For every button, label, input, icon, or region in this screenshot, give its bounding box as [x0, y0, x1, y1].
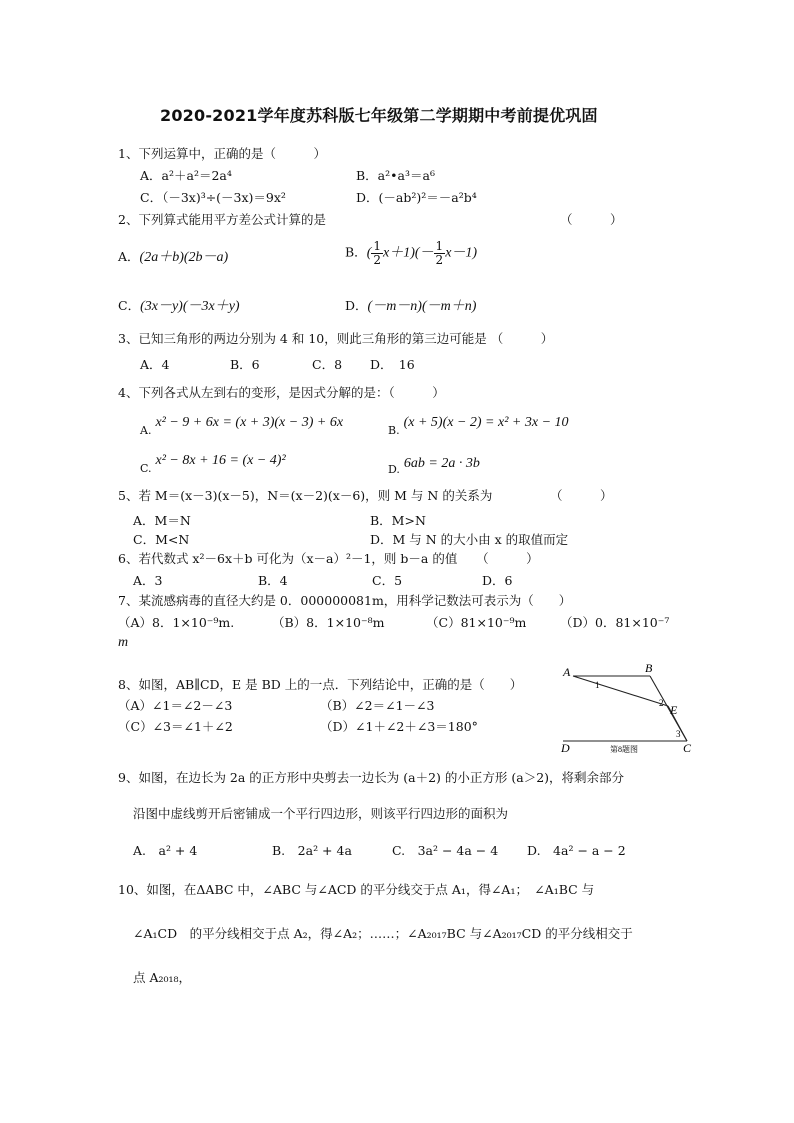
q4-option-c-expr: x² − 8x + 16 = (x − 4)²	[155, 453, 286, 468]
q6-option-a: A．3	[133, 573, 163, 588]
q2-answer-paren: （ ）	[560, 212, 623, 227]
q9-option-a: A. a² + 4	[133, 843, 198, 858]
page-title: 2020-2021学年度苏科版七年级第二学期期中考前提优巩固	[160, 106, 598, 125]
q6-option-c: C．5	[372, 573, 403, 588]
q4-stem: 4、下列各式从左到右的变形，是因式分解的是：（ ）	[118, 385, 445, 400]
q2-option-d-expr: (－m－n)(－m＋n)	[367, 299, 477, 314]
q2-stem: 2、下列算式能用平方差公式计算的是	[118, 212, 326, 227]
q8-option-d: （D）∠1＋∠2＋∠3＝180°	[320, 719, 478, 734]
q6-option-d: D．6	[482, 573, 513, 588]
q2-option-d	[345, 298, 476, 316]
q10-line-1: 10、如图，在ΔABC 中，∠ABC 与∠ACD 的平分线交于点 A₁，得∠A₁； ∠A₁BC 与	[118, 882, 595, 897]
q4-option-d	[388, 455, 480, 476]
q5-answer-paren: （ ）	[550, 488, 613, 503]
q7-option-b: （B）8．1×10⁻⁸m	[272, 615, 385, 630]
q1-option-b: B．a²•a³＝a⁶	[356, 168, 435, 183]
q5-option-c: C．M<N	[133, 532, 190, 547]
q4-option-a-expr: x² − 9 + 6x = (x + 3)(x − 3) + 6x	[155, 415, 344, 430]
q8-figure	[555, 660, 705, 760]
q4-option-d-expr: 6ab = 2a · 3b	[403, 456, 480, 471]
q7-option-d-unit: m	[118, 635, 129, 650]
q9-option-c: C. 3a² − 4a − 4	[392, 843, 499, 858]
q2-option-c	[118, 298, 240, 316]
q2-option-a	[118, 249, 228, 267]
q7-option-d: （D）0．81×10⁻⁷	[560, 615, 670, 630]
q4-option-b-label: B.	[388, 424, 400, 437]
q2-option-a-label: A．	[118, 249, 140, 264]
q6-stem: 6、若代数式 x²－6x＋b 可化为（x－a）²－1，则 b－a 的值 （ ）	[118, 551, 539, 566]
q4-option-a-label: A.	[140, 424, 152, 437]
q2-fraction-1: $\frac{1}{2}$	[373, 239, 381, 267]
q5-stem: 5、若 M＝(x－3)(x－5)，N＝(x－2)(x－6)，则 M 与 N 的关系为	[118, 488, 493, 503]
q4-option-c	[140, 452, 286, 475]
q8-figure-caption: 第8题图	[610, 745, 638, 754]
q3-option-d: D． 16	[370, 357, 415, 372]
q8-label-c: C	[683, 741, 692, 755]
q4-option-c-label: C.	[140, 462, 152, 475]
q3-option-b: B．6	[230, 357, 260, 372]
q8-option-b: （B）∠2＝∠1－∠3	[320, 698, 435, 713]
q8-option-c: （C）∠3＝∠1＋∠2	[118, 719, 233, 734]
q2-option-c-label: C．	[118, 298, 141, 313]
q7-option-c: （C）81×10⁻⁹m	[426, 615, 527, 630]
q8-stem: 8、如图，AB∥CD，E 是 BD 上的一点．下列结论中，正确的是（ ）	[118, 677, 523, 692]
q9-line-2: 沿图中虚线剪开后密铺成一个平行四边形，则该平行四边形的面积为	[133, 806, 509, 821]
q3-stem: 3、已知三角形的两边分别为 4 和 10，则此三角形的第三边可能是 （ ）	[118, 331, 554, 346]
q2-fraction-2: $\frac{1}{2}$	[435, 239, 444, 267]
q2-option-d-label: D．	[345, 298, 368, 313]
q10-line-3: 点 A₂₀₁₈，	[133, 970, 192, 985]
q8-label-b: B	[645, 661, 653, 675]
q7-stem: 7、某流感病毒的直径大约是 0．000000081m，用科学记数法可表示为（ ）	[118, 593, 572, 608]
q2-option-b: B．( $\frac{1}{2}$ x＋1)(－ $\frac{1}{2}$ x－1)	[345, 239, 478, 267]
q8-angle-1: 1	[595, 680, 600, 690]
q3-option-c: C．8	[312, 357, 343, 372]
q3-option-a: A．4	[140, 357, 170, 372]
q9-option-d: D. 4a² − a − 2	[527, 843, 626, 858]
q1-option-d: D．(－ab²)²＝－a²b⁴	[356, 190, 477, 205]
q5-option-d: D．M 与 N 的大小由 x 的取值而定	[370, 532, 569, 547]
q8-label-e: E	[670, 703, 678, 717]
q1-option-c: C．（－3x)³÷(－3x)＝9x²	[140, 190, 286, 205]
q10-line-2: ∠A₁CD 的平分线相交于点 A₂，得∠A₂；……；∠A₂₀₁₇BC 与∠A₂₀₁₇CD 的平分线相交于	[133, 926, 633, 941]
q7-option-a: （A）8．1×10⁻⁹m.	[118, 615, 235, 630]
q6-option-b: B．4	[258, 573, 288, 588]
q8-label-a: A	[563, 665, 571, 679]
q4-option-d-label: D.	[388, 463, 400, 476]
q8-option-a: （A）∠1＝∠2－∠3	[118, 698, 233, 713]
q2-option-b-label: B．	[345, 244, 367, 260]
q4-option-b	[388, 414, 569, 437]
q4-option-a	[140, 414, 344, 437]
q9-option-b: B. 2a² + 4a	[272, 843, 352, 858]
q8-angle-2: 2	[659, 698, 664, 708]
q2-option-a-expr: (2a＋b)(2b－a)	[139, 250, 229, 265]
q5-option-b: B．M>N	[370, 513, 426, 528]
q9-line-1: 9、如图，在边长为 2a 的正方形中央剪去一边长为 (a＋2) 的小正方形 (a＞2)，将剩余部分	[118, 770, 625, 785]
q1-stem: 1、下列运算中，正确的是（ ）	[118, 146, 326, 161]
q4-option-b-expr: (x + 5)(x − 2) = x² + 3x − 10	[403, 415, 569, 430]
q2-option-c-expr: (3x－y)(－3x＋y)	[140, 299, 240, 314]
q8-label-d: D	[561, 741, 570, 755]
q8-angle-3: 3	[676, 729, 681, 739]
q5-option-a: A．M＝N	[133, 513, 191, 528]
q1-option-a: A．a²＋a²＝2a⁴	[140, 168, 232, 183]
q8-line-ae	[573, 676, 668, 706]
